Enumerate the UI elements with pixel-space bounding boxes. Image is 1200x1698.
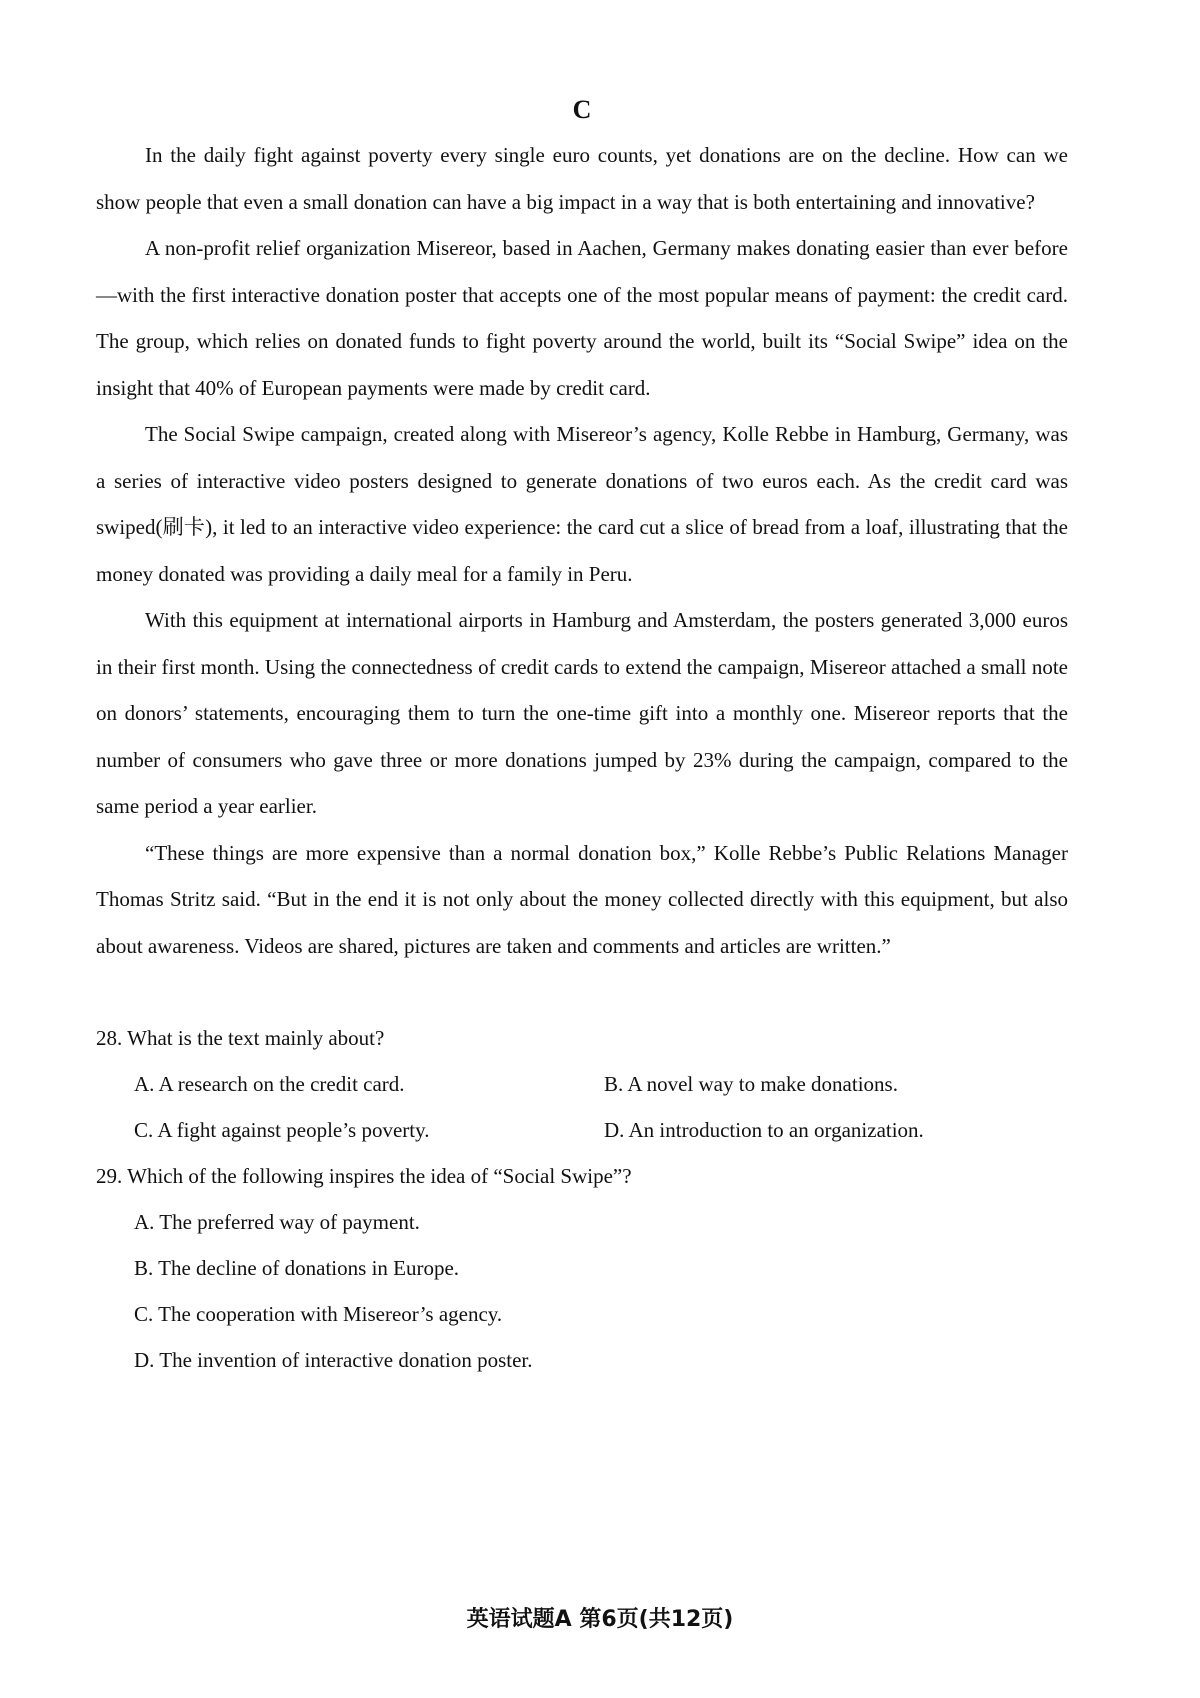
option-c: C. A fight against people’s poverty.: [134, 1118, 430, 1142]
section-letter: C: [572, 95, 592, 124]
passage-paragraph-5: “These things are more expensive than a normal donation box,” Kolle Rebbe’s Public Relations Manager Thomas Stritz said. “But in the end it is not only about the money collected directly with this equipment, but also about awareness. Videos are shared, pictures are taken and comments and articles are written.”: [96, 840, 1068, 958]
question-list: [96, 1015, 1068, 1383]
question-stem: 28. What is the text mainly about?: [96, 1026, 385, 1050]
passage-paragraph-4: With this equipment at international airports in Hamburg and Amsterdam, the posters generated 3,000 euros in their first month. Using the connectedness of credit cards to extend the campaign, Misereor attached a small note on donors’ statements, encouraging them to turn the one-time gift into a monthly one. Misereor reports that the number of consumers who gave three or more donations jumped by 23% during the campaign, compared to the same period a year earlier.: [96, 608, 1068, 818]
question-stem: 29. Which of the following inspires the idea of “Social Swipe”?: [96, 1164, 632, 1188]
passage-paragraph-2: A non-profit relief organization Misereor, based in Aachen, Germany makes donating easier than ever before—with the first interactive donation poster that accepts one of the most popular means of payment: the credit card. The group, which relies on donated funds to fight poverty around the world, built its “Social Swipe” idea on the insight that 40% of European payments were made by credit card.: [96, 236, 1068, 400]
option-d: D. The invention of interactive donation poster.: [134, 1348, 533, 1372]
page-footer: 英语试题A 第6页(共12页): [466, 1607, 734, 1632]
option-a: A. A research on the credit card.: [134, 1072, 405, 1096]
question-29: [96, 1153, 1068, 1383]
option-b: B. The decline of donations in Europe.: [134, 1256, 460, 1280]
question-28: [96, 1015, 1068, 1153]
reading-passage: [96, 132, 1068, 969]
option-d: D. An introduction to an organization.: [604, 1118, 924, 1142]
option-grid: [96, 1061, 1068, 1153]
exam-page: [96, 92, 1068, 1383]
passage-paragraph-3: The Social Swipe campaign, created along with Misereor’s agency, Kolle Rebbe in Hamburg, Germany, was a series of interactive video posters designed to generate donations of two euros each. As the credit card was swiped(刷卡), it led to an interactive video experience: the card cut a slice of bread from a loaf, illustrating that the money donated was providing a daily meal for a family in Peru.: [96, 422, 1068, 586]
option-c: C. The cooperation with Misereor’s agency.: [134, 1302, 503, 1326]
option-b: B. A novel way to make donations.: [604, 1072, 898, 1096]
option-list: [96, 1199, 1068, 1383]
passage-paragraph-1: In the daily fight against poverty every single euro counts, yet donations are on the decline. How can we show people that even a small donation can have a big impact in a way that is both entertaining and innovative?: [96, 143, 1068, 214]
option-a: A. The preferred way of payment.: [134, 1210, 420, 1234]
